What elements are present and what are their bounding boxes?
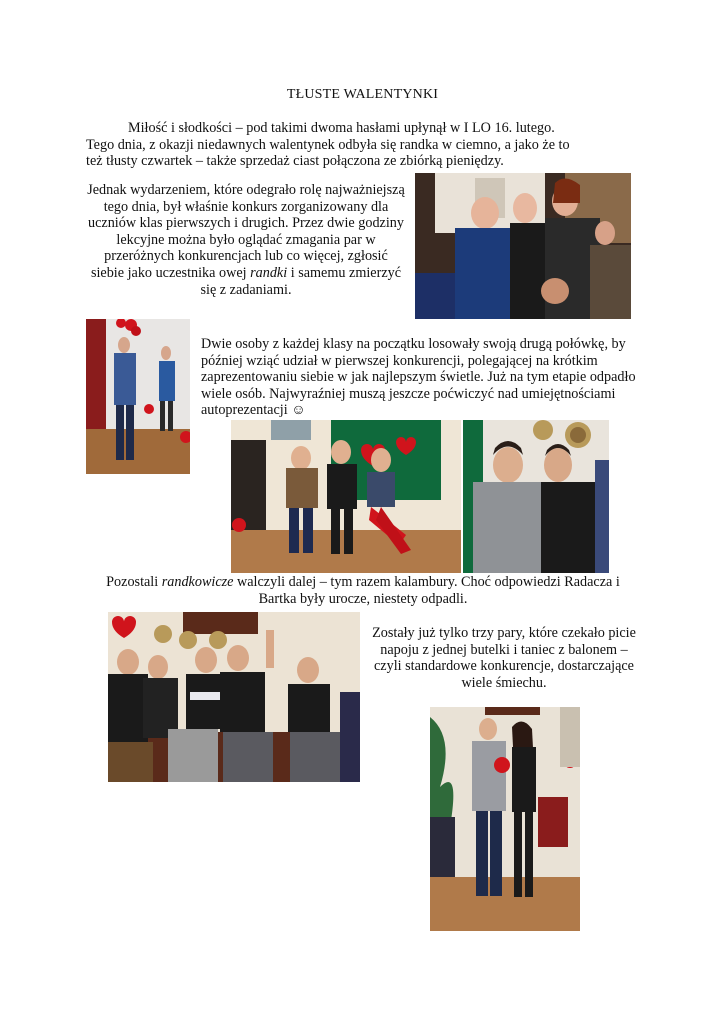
photo-stage-pair (86, 319, 190, 474)
intro-line: Tego dnia, z okazji niedawnych walentynek odbyła się randka w ciemno, a jako że to (86, 136, 570, 153)
intro-paragraph (86, 120, 646, 170)
final-pairs-paragraph: Zostały już tylko trzy pary, które czekało picie napoju z jednej butelki i taniec z balonem – czyli standardowe konkurencje, dostarczające wiele śmiechu. (372, 625, 636, 691)
photo-dancing-couple (430, 707, 580, 931)
contest-paragraph (86, 182, 406, 298)
intro-line: też tłusty czwartek – także sprzedaż ciast połączona ze zbiórką pieniędzy. (86, 153, 504, 170)
photo-boys-bench (108, 612, 360, 782)
photo-heart-gestures (415, 173, 631, 319)
charades-text: Pozostali (106, 574, 162, 590)
contest-text-end: i samemu zmierzyć się z zadaniami. (200, 264, 402, 298)
charades-emphasis: randkowicze (161, 574, 234, 590)
self-presentation-paragraph: Dwie osoby z każdej klasy na początku losowały swoją drugą połówkę, by później wziąć udział w pierwszej konkurencji, polegającej na krótkim zaprezentowaniu siebie w jak najlepszym świetle. Już na tym etapie odpadło wiele osób. Najwyraźniej muszą jeszcze poćwiczyć nad umiejętnościami autoprezentacji ☺ (201, 336, 636, 419)
photo-two-boys (463, 420, 609, 573)
charades-paragraph (96, 574, 630, 607)
page-title: TŁUSTE WALENTYNKI (286, 87, 439, 102)
contest-text: Jednak wydarzeniem, które odegrało rolę najważniejszą tego dnia, był właśnie konkurs zorganizowany dla uczniów klas pierwszych i drugich. Przez dwie godziny lekcyjne można było oglądać zmagania par w przeróżnych konkurencjach lub co więcej, zgłosić siebie jako uczestnika owej (87, 182, 405, 281)
charades-text-end: walczyli dalej – tym razem kalambury. Choć odpowiedzi Radacza i Bartka były urocze, niestety odpadli. (233, 574, 620, 607)
photo-seated-contestants (231, 420, 461, 573)
contest-emphasis: randki (250, 264, 288, 281)
intro-line: Miłość i słodkości – pod takimi dwoma hasłami upłynął w I LO 16. lutego. (128, 120, 555, 136)
